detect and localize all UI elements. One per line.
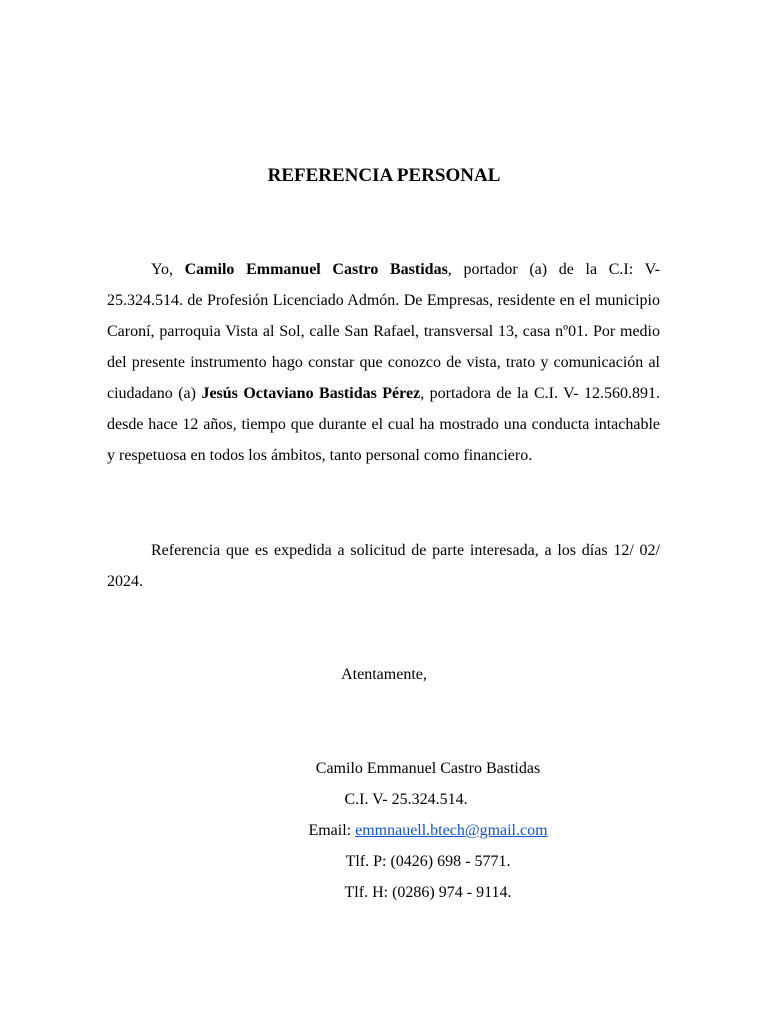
paragraph-text: Yo, (151, 261, 185, 278)
body-paragraph-1 (107, 254, 660, 471)
body-paragraph-2: Referencia que es expedida a solicitud de parte interesada, a los días 12/ 02/ 2024. (107, 542, 660, 590)
referee-name: Camilo Emmanuel Castro Bastidas (184, 261, 448, 278)
paragraph-text: , portadora de la C.I. V- 12.560.891. desde hace 12 años, tiempo que durante el cual ha mostrado una conducta intachable y respetuosa en todos los ámbitos, tanto personal como financiero. (107, 385, 661, 464)
referred-person-name: Jesús Octaviano Bastidas Pérez (201, 385, 421, 402)
paragraph-text: , portador (a) de la C.I: V- 25.324.514. de Profesión Licenciado Admón. De Empresas, residente en el municipio Caroní, parroquia Vista al Sol, calle San Rafael, transversal 13, casa nº01. Por medio del presente instrumento hago constar que conozco de vista, trato y comunicación al ciudadano (a) (107, 261, 660, 402)
document-title: REFERENCIA PERSONAL (267, 165, 501, 186)
signature-ci: C.I. V- 25.324.514. (344, 791, 468, 808)
email-label: Email: (308, 822, 356, 839)
closing-salutation: Atentamente, (341, 666, 427, 683)
signature-phone-home: Tlf. H: (0286) 974 - 9114. (344, 884, 512, 901)
signature-name: Camilo Emmanuel Castro Bastidas (315, 760, 541, 777)
email-link[interactable]: emmnauell.btech@gmail.com (355, 822, 548, 839)
signature-phone-personal: Tlf. P: (0426) 698 - 5771. (345, 853, 511, 870)
signature-email-line (44, 820, 768, 842)
